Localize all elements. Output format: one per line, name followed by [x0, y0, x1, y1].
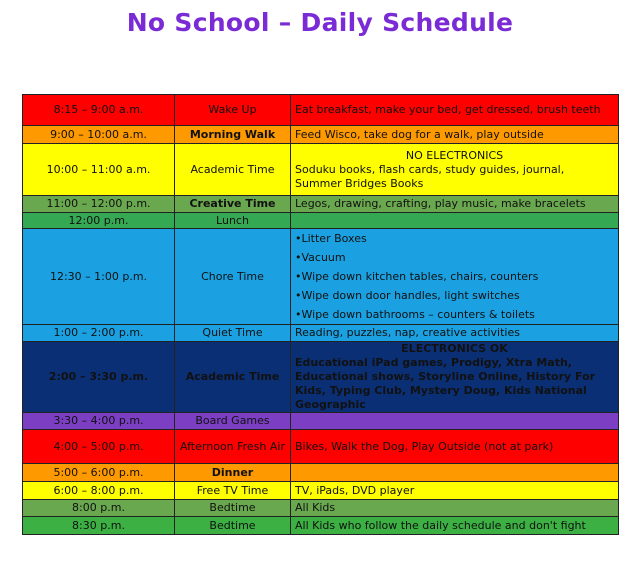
time-cell: 2:00 – 3:30 p.m. [23, 342, 175, 413]
table-row [23, 517, 619, 535]
time-cell: 12:30 – 1:00 p.m. [23, 229, 175, 325]
description-cell [291, 342, 619, 413]
no-electronics-heading: NO ELECTRONICS [405, 148, 504, 162]
description-cell: Eat breakfast, make your bed, get dressed, brush teeth [291, 95, 619, 126]
page-title: No School – Daily Schedule [126, 8, 514, 37]
time-cell: 8:30 p.m. [23, 517, 175, 535]
list-item: • Vacuum [295, 248, 614, 267]
table-row [23, 482, 619, 500]
description-cell: All Kids who follow the daily schedule and don't fight [291, 517, 619, 535]
time-cell: 10:00 – 11:00 a.m. [23, 144, 175, 196]
description-cell [291, 229, 619, 325]
activity-cell: Creative Time [175, 196, 291, 213]
table-row [23, 126, 619, 144]
time-cell: 4:00 – 5:00 p.m. [23, 430, 175, 464]
activity-cell: Quiet Time [175, 325, 291, 342]
description-text: Soduku books, flash cards, study guides, journal, Summer Bridges Books [295, 162, 565, 190]
activity-cell: Free TV Time [175, 482, 291, 500]
activity-cell: Dinner [175, 464, 291, 482]
time-cell: 11:00 – 12:00 p.m. [23, 196, 175, 213]
table-row [23, 430, 619, 464]
time-cell: 8:15 – 9:00 a.m. [23, 95, 175, 126]
description-text: Educational iPad games, Prodigy, Xtra Math, Educational shows, Storyline Online, History For Kids, Typing Club, Mystery Doug, Kids National Geographic [295, 356, 596, 411]
description-cell: All Kids [291, 500, 619, 517]
time-cell: 6:00 – 8:00 p.m. [23, 482, 175, 500]
activity-cell: Bedtime [175, 517, 291, 535]
chore-list [295, 229, 614, 324]
activity-cell: Afternoon Fresh Air [175, 430, 291, 464]
table-row [23, 413, 619, 430]
time-cell: 8:00 p.m. [23, 500, 175, 517]
activity-cell: Academic Time [175, 342, 291, 413]
electronics-ok-heading: ELECTRONICS OK [401, 342, 508, 355]
time-cell: 12:00 p.m. [23, 213, 175, 229]
time-cell: 3:30 – 4:00 p.m. [23, 413, 175, 430]
table-row [23, 229, 619, 325]
activity-cell: Board Games [175, 413, 291, 430]
description-cell [291, 413, 619, 430]
table-row [23, 464, 619, 482]
time-cell: 9:00 – 10:00 a.m. [23, 126, 175, 144]
list-item: • Wipe down kitchen tables, chairs, counters [295, 267, 614, 286]
list-item: • Wipe down door handles, light switches [295, 286, 614, 305]
description-cell [291, 464, 619, 482]
table-row [23, 500, 619, 517]
table-row [23, 144, 619, 196]
activity-cell: Academic Time [175, 144, 291, 196]
description-cell: Legos, drawing, crafting, play music, make bracelets [291, 196, 619, 213]
table-row [23, 196, 619, 213]
list-item: • Litter Boxes [295, 229, 614, 248]
description-cell: TV, iPads, DVD player [291, 482, 619, 500]
list-item: • Wipe down bathrooms – counters & toilets [295, 305, 614, 324]
description-cell [291, 213, 619, 229]
description-cell: Bikes, Walk the Dog, Play Outside (not at park) [291, 430, 619, 464]
activity-cell: Morning Walk [175, 126, 291, 144]
description-cell: Feed Wisco, take dog for a walk, play outside [291, 126, 619, 144]
table-row [23, 325, 619, 342]
table-row [23, 95, 619, 126]
table-row [23, 213, 619, 229]
time-cell: 1:00 – 2:00 p.m. [23, 325, 175, 342]
time-cell: 5:00 – 6:00 p.m. [23, 464, 175, 482]
activity-cell: Wake Up [175, 95, 291, 126]
activity-cell: Lunch [175, 213, 291, 229]
table-row [23, 342, 619, 413]
activity-cell: Bedtime [175, 500, 291, 517]
description-cell: Reading, puzzles, nap, creative activities [291, 325, 619, 342]
schedule-table [22, 94, 619, 535]
activity-cell: Chore Time [175, 229, 291, 325]
description-cell [291, 144, 619, 196]
